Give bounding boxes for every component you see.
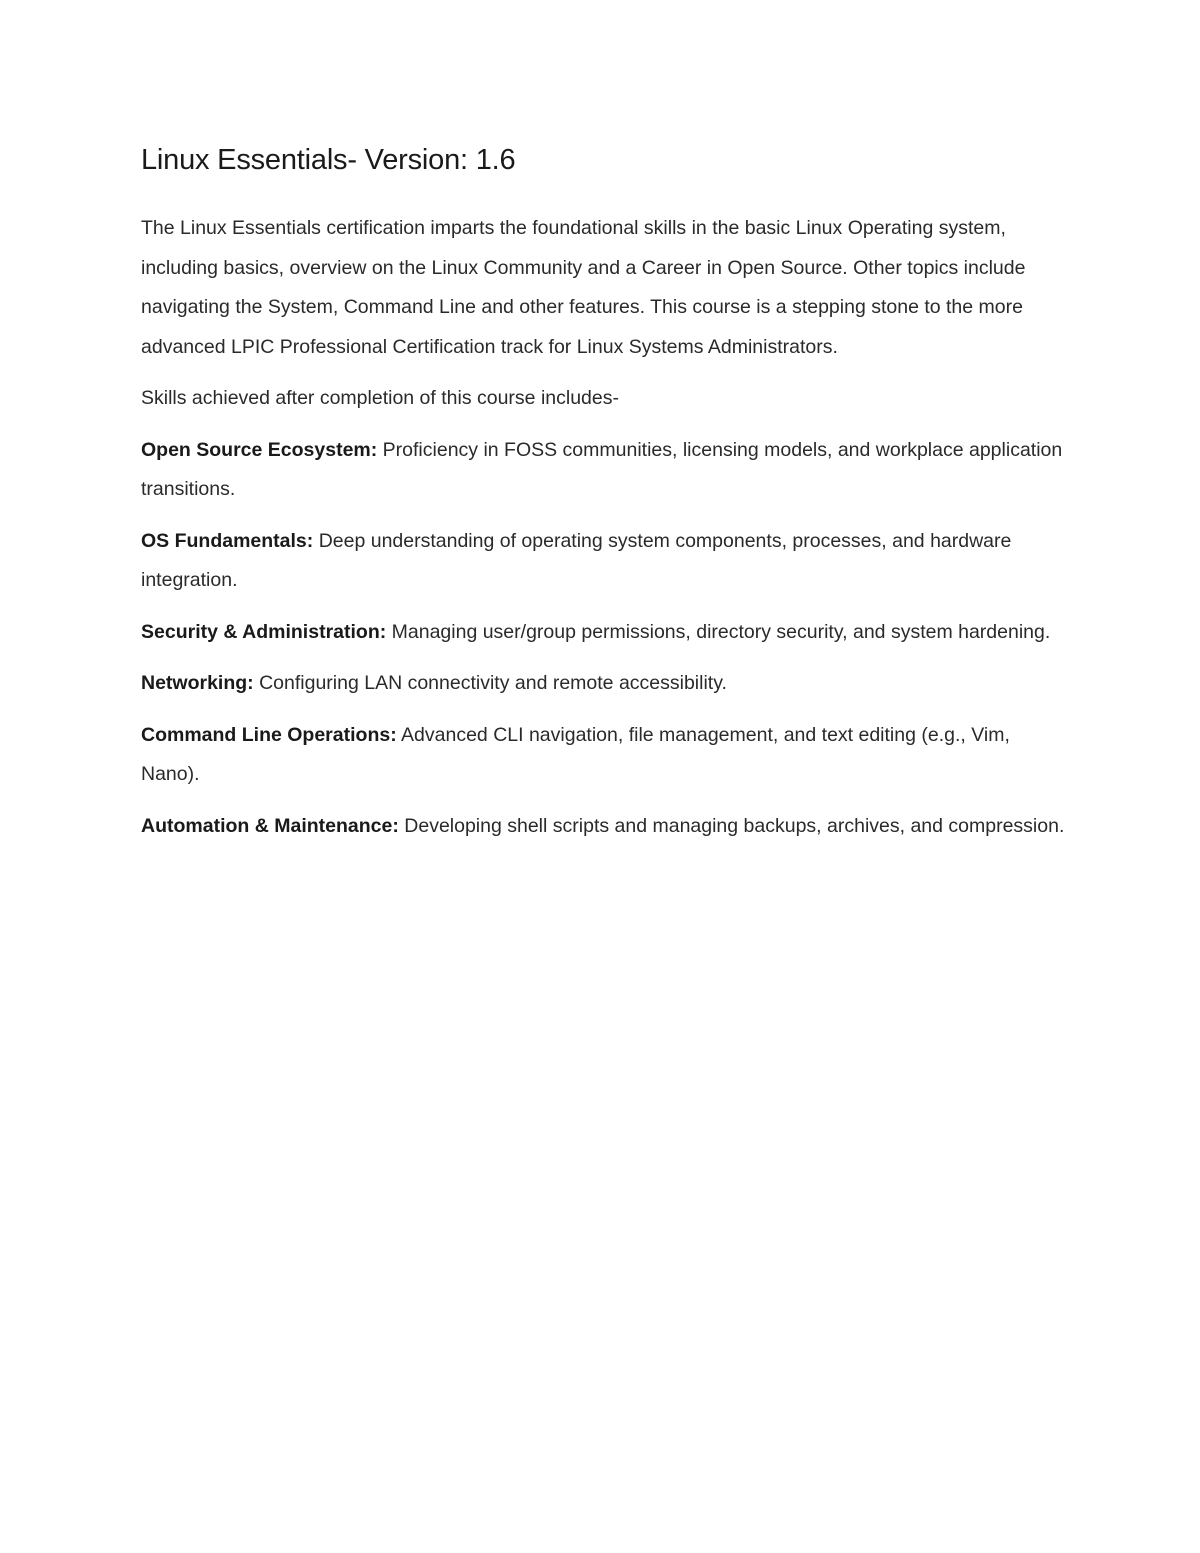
skill-term: Automation & Maintenance: (141, 814, 399, 837)
document-title: Linux Essentials- Version: 1.6 (141, 144, 516, 176)
skill-description: Configuring LAN connectivity and remote accessibility. (253, 672, 727, 694)
skill-term: Command Line Operations: (141, 723, 397, 746)
skill-item-os-fundamentals (141, 522, 1071, 601)
skill-description: Deep understanding of operating system components, processes, and hardware integration. (141, 529, 1012, 591)
skill-term: Security & Administration: (141, 620, 387, 643)
skill-item-security-administration (141, 613, 1071, 653)
skill-item-command-line-operations (141, 716, 1071, 795)
skill-item-open-source-ecosystem (141, 431, 1071, 510)
skill-description: Managing user/group permissions, directory security, and system hardening. (386, 620, 1051, 643)
skill-item-automation-maintenance (141, 807, 1071, 847)
skill-term: OS Fundamentals: (141, 529, 314, 552)
skill-term: Open Source Ecosystem: (141, 438, 378, 461)
skill-description: Advanced CLI navigation, file management, and text editing (e.g., Vim, Nano). (141, 723, 1010, 785)
intro-paragraph: The Linux Essentials certification imparts the foundational skills in the basic Linux Operating system, including basics, overview on the Linux Community and a Career in Open Source. Other topics include navigating the System, Command Line and other features. This course is a stepping stone to the more advanced LPIC Professional Certification track for Linux Systems Administrators. (141, 217, 1026, 358)
skill-item-networking (141, 664, 1071, 704)
document-body (141, 139, 1071, 858)
skill-term: Networking: (141, 672, 254, 694)
skills-intro: Skills achieved after completion of this course includes- (141, 387, 619, 409)
skill-description: Developing shell scripts and managing backups, archives, and compression. (398, 814, 1065, 837)
skill-description: Proficiency in FOSS communities, licensing models, and workplace application transitions. (141, 438, 1063, 500)
